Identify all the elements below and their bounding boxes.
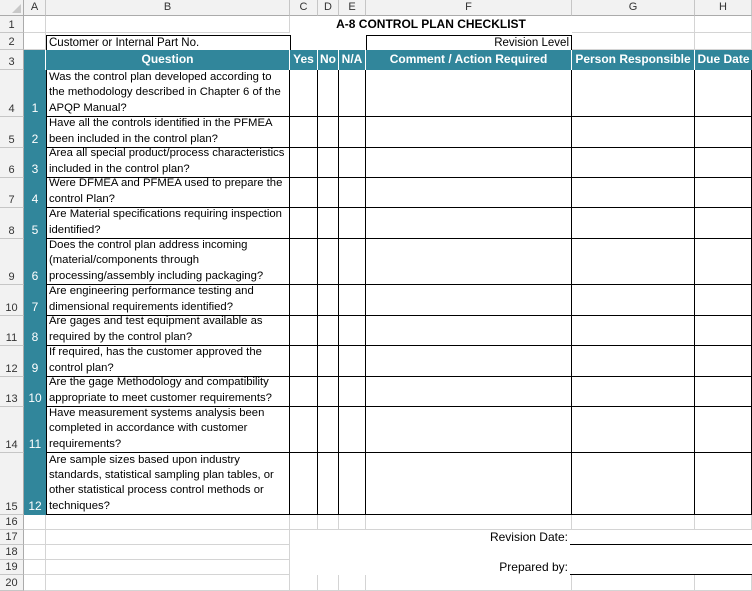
cell-g20[interactable] (572, 575, 695, 591)
cell-e20[interactable] (339, 575, 366, 591)
person-answer-cell[interactable] (572, 239, 695, 285)
header-no: No (318, 50, 339, 70)
question-cell[interactable] (46, 316, 290, 346)
yes-answer-cell[interactable] (290, 70, 318, 117)
person-answer-cell[interactable] (572, 70, 695, 117)
question-cell[interactable] (46, 346, 290, 377)
comment-answer-cell[interactable] (366, 453, 572, 515)
header-number-cell (24, 50, 46, 70)
row-header-8[interactable]: 8 (0, 208, 24, 239)
row-header-7[interactable]: 7 (0, 178, 24, 208)
cell-h16[interactable] (695, 515, 752, 530)
question-text: Was the control plan developed according to the methodology described in Chapter 6 of the APQP Manual? (49, 71, 281, 114)
person-answer-cell[interactable] (572, 208, 695, 239)
due-answer-cell[interactable] (695, 239, 752, 285)
cell-a16[interactable] (24, 515, 46, 530)
row-header-10[interactable]: 10 (0, 285, 24, 316)
cell-a19[interactable] (24, 560, 46, 575)
question-cell[interactable] (46, 178, 290, 208)
item-number: 11 (24, 407, 46, 453)
question-text: Are Material specifications requiring inspection identified? (49, 208, 282, 236)
cell-a17[interactable] (24, 530, 46, 545)
revision-date-label: Revision Date: (489, 530, 568, 544)
cell-c16[interactable] (290, 515, 318, 530)
person-answer-cell[interactable] (572, 316, 695, 346)
comment-answer-cell[interactable] (366, 239, 572, 285)
cell-d20[interactable] (318, 575, 339, 591)
row-header-16[interactable]: 16 (0, 515, 24, 530)
question-text: Were DFMEA and PFMEA used to prepare the control Plan? (49, 177, 283, 205)
cell-e16[interactable] (339, 515, 366, 530)
cell-f16[interactable] (366, 515, 572, 530)
question-cell[interactable] (46, 208, 290, 239)
person-answer-cell[interactable] (572, 377, 695, 407)
question-text: Have all the controls identified in the PFMEA been included in the control plan? (49, 117, 272, 145)
question-cell[interactable] (46, 117, 290, 148)
row-header-14[interactable]: 14 (0, 407, 24, 453)
yes-answer-cell[interactable] (290, 178, 318, 208)
yes-answer-cell[interactable] (290, 316, 318, 346)
due-answer-cell[interactable] (695, 70, 752, 117)
row-header-20[interactable]: 20 (0, 575, 24, 591)
no-answer-cell[interactable] (318, 285, 339, 316)
question-text: Does the control plan address incoming (material/components through processing/assembly including packaging? (49, 239, 264, 282)
header-person-responsible: Person Responsible (572, 50, 695, 70)
row-header-17[interactable]: 17 (0, 530, 24, 545)
row-header-1[interactable]: 1 (0, 16, 24, 33)
no-answer-cell[interactable] (318, 70, 339, 117)
na-answer-cell[interactable] (339, 316, 366, 346)
cell-h1[interactable] (695, 16, 752, 33)
header-na: N/A (339, 50, 366, 70)
column-header-b[interactable]: B (46, 0, 290, 16)
row-header-11[interactable]: 11 (0, 316, 24, 346)
column-header-c[interactable]: C (290, 0, 318, 16)
cell-a20[interactable] (24, 575, 46, 591)
cell-g1[interactable] (572, 16, 695, 33)
row-header-4[interactable]: 4 (0, 70, 24, 117)
row-header-3[interactable]: 3 (0, 50, 24, 70)
yes-answer-cell[interactable] (290, 148, 318, 178)
comment-answer-cell[interactable] (366, 148, 572, 178)
no-answer-cell[interactable] (318, 407, 339, 453)
cell-b18[interactable] (46, 545, 290, 560)
prepared-by-line[interactable] (570, 574, 752, 575)
cell-b19[interactable] (46, 560, 290, 575)
due-answer-cell[interactable] (695, 407, 752, 453)
header-yes: Yes (290, 50, 318, 70)
comment-answer-cell[interactable] (366, 377, 572, 407)
cell-a18[interactable] (24, 545, 46, 560)
question-cell[interactable] (46, 377, 290, 407)
question-cell[interactable] (46, 453, 290, 515)
cell-a2[interactable] (24, 33, 46, 50)
na-answer-cell[interactable] (339, 178, 366, 208)
column-header-f[interactable]: F (366, 0, 572, 16)
row-header-12[interactable]: 12 (0, 346, 24, 377)
comment-answer-cell[interactable] (366, 346, 572, 377)
no-answer-cell[interactable] (318, 239, 339, 285)
column-header-d[interactable]: D (318, 0, 339, 16)
na-answer-cell[interactable] (339, 377, 366, 407)
yes-answer-cell[interactable] (290, 239, 318, 285)
cell-g2[interactable] (572, 33, 695, 50)
na-answer-cell[interactable] (339, 239, 366, 285)
item-number: 8 (24, 316, 46, 346)
comment-answer-cell[interactable] (366, 70, 572, 117)
item-number: 10 (24, 377, 46, 407)
item-number: 4 (24, 178, 46, 208)
due-answer-cell[interactable] (695, 377, 752, 407)
person-answer-cell[interactable] (572, 285, 695, 316)
item-number: 9 (24, 346, 46, 377)
yes-answer-cell[interactable] (290, 346, 318, 377)
row-header-18[interactable]: 18 (0, 545, 24, 560)
row-header-9[interactable]: 9 (0, 239, 24, 285)
cell-f20[interactable] (366, 575, 572, 591)
row-header-2[interactable]: 2 (0, 33, 24, 50)
no-answer-cell[interactable] (318, 453, 339, 515)
yes-answer-cell[interactable] (290, 208, 318, 239)
column-header-h[interactable]: H (695, 0, 752, 16)
question-cell[interactable] (46, 70, 290, 117)
due-answer-cell[interactable] (695, 316, 752, 346)
customer-part-field[interactable] (46, 35, 291, 51)
cell-b17[interactable] (46, 530, 290, 545)
question-text: Have measurement systems analysis been completed in accordance with customer requirements? (49, 407, 265, 450)
row-header-5[interactable]: 5 (0, 117, 24, 148)
comment-answer-cell[interactable] (366, 316, 572, 346)
cell-c20[interactable] (290, 575, 318, 591)
comment-answer-cell[interactable] (366, 285, 572, 316)
no-answer-cell[interactable] (318, 117, 339, 148)
cell-h2[interactable] (695, 33, 752, 50)
na-answer-cell[interactable] (339, 346, 366, 377)
na-answer-cell[interactable] (339, 453, 366, 515)
question-cell[interactable] (46, 407, 290, 453)
row-header-15[interactable]: 15 (0, 453, 24, 515)
question-text: If required, has the customer approved the control plan? (49, 346, 262, 374)
yes-answer-cell[interactable] (290, 117, 318, 148)
person-answer-cell[interactable] (572, 178, 695, 208)
no-answer-cell[interactable] (318, 178, 339, 208)
question-text: Area all special product/process characteristics included in the control plan? (49, 147, 285, 175)
item-number: 1 (24, 70, 46, 117)
question-text: Are sample sizes based upon industry standards, statistical sampling plan tables, or other statistical process control methods or techniques? (49, 453, 274, 512)
item-number: 5 (24, 208, 46, 239)
comment-answer-cell[interactable] (366, 117, 572, 148)
item-number: 12 (24, 453, 46, 515)
select-all-corner[interactable] (0, 0, 24, 16)
select-all-triangle-icon (12, 4, 21, 13)
due-answer-cell[interactable] (695, 346, 752, 377)
prepared-by-label: Prepared by: (499, 560, 568, 574)
comment-answer-cell[interactable] (366, 208, 572, 239)
due-answer-cell[interactable] (695, 453, 752, 515)
question-cell[interactable] (46, 285, 290, 316)
row-header-19[interactable]: 19 (0, 560, 24, 575)
cell-b16[interactable] (46, 515, 290, 530)
no-answer-cell[interactable] (318, 148, 339, 178)
column-header-g[interactable]: G (572, 0, 695, 16)
customer-part-label: Customer or Internal Part No. (49, 37, 200, 49)
comment-answer-cell[interactable] (366, 407, 572, 453)
item-number: 7 (24, 285, 46, 316)
header-question: Question (46, 50, 290, 70)
yes-answer-cell[interactable] (290, 285, 318, 316)
yes-answer-cell[interactable] (290, 377, 318, 407)
person-answer-cell[interactable] (572, 407, 695, 453)
cell-a1[interactable] (24, 16, 46, 33)
item-number: 2 (24, 117, 46, 148)
no-answer-cell[interactable] (318, 208, 339, 239)
due-answer-cell[interactable] (695, 285, 752, 316)
comment-answer-cell[interactable] (366, 178, 572, 208)
yes-answer-cell[interactable] (290, 407, 318, 453)
cell-b1[interactable] (46, 16, 290, 33)
cell-b20[interactable] (46, 575, 290, 591)
no-answer-cell[interactable] (318, 377, 339, 407)
person-answer-cell[interactable] (572, 117, 695, 148)
question-cell[interactable] (46, 239, 290, 285)
no-answer-cell[interactable] (318, 316, 339, 346)
na-answer-cell[interactable] (339, 208, 366, 239)
item-number: 6 (24, 239, 46, 285)
cell-h20[interactable] (695, 575, 752, 591)
person-answer-cell[interactable] (572, 346, 695, 377)
na-answer-cell[interactable] (339, 70, 366, 117)
na-answer-cell[interactable] (339, 285, 366, 316)
question-cell[interactable] (46, 148, 290, 178)
person-answer-cell[interactable] (572, 148, 695, 178)
na-answer-cell[interactable] (339, 407, 366, 453)
revision-level-label: Revision Level (494, 37, 569, 49)
revision-level-field[interactable] (366, 35, 572, 51)
due-answer-cell[interactable] (695, 148, 752, 178)
no-answer-cell[interactable] (318, 346, 339, 377)
due-answer-cell[interactable] (695, 178, 752, 208)
yes-answer-cell[interactable] (290, 453, 318, 515)
question-text: Are engineering performance testing and dimensional requirements identified? (49, 285, 254, 313)
cell-g16[interactable] (572, 515, 695, 530)
person-answer-cell[interactable] (572, 453, 695, 515)
column-header-a[interactable]: A (24, 0, 46, 16)
header-comment: Comment / Action Required (366, 50, 572, 70)
question-text: Are the gage Methodology and compatibility appropriate to meet customer requirements? (49, 376, 272, 404)
due-answer-cell[interactable] (695, 208, 752, 239)
na-answer-cell[interactable] (339, 117, 366, 148)
revision-date-line[interactable] (570, 544, 752, 545)
due-answer-cell[interactable] (695, 117, 752, 148)
header-due-date: Due Date (695, 50, 752, 70)
question-text: Are gages and test equipment available as required by the control plan? (49, 315, 263, 343)
page-title: A-8 CONTROL PLAN CHECKLIST (336, 17, 526, 31)
row-header-13[interactable]: 13 (0, 377, 24, 407)
cell-d16[interactable] (318, 515, 339, 530)
row-header-6[interactable]: 6 (0, 148, 24, 178)
na-answer-cell[interactable] (339, 148, 366, 178)
column-header-e[interactable]: E (339, 0, 366, 16)
item-number: 3 (24, 148, 46, 178)
